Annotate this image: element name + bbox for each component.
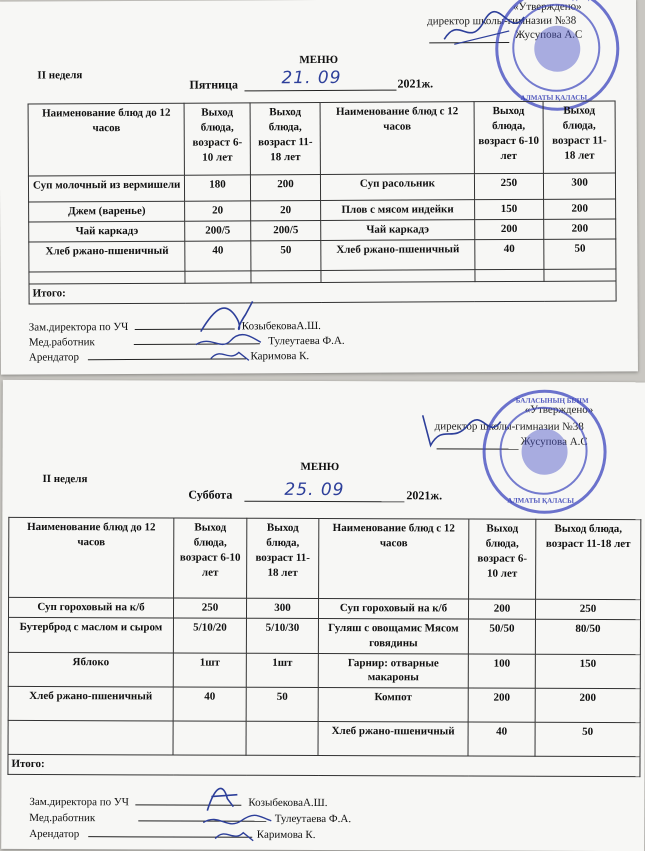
value-cell: 20 [185, 201, 250, 221]
col-header-out-11-18: Выход блюда, возраст 11-18 лет [543, 101, 615, 173]
dish-cell: Яблоко [8, 652, 173, 687]
value-cell: 200/5 [250, 220, 321, 240]
value-cell: 200 [474, 219, 544, 239]
dish-cell: Суп молочный из вермишели [28, 175, 185, 202]
dish-cell: Суп расольник [321, 174, 474, 201]
signature-row-medic [29, 812, 351, 825]
value-cell: 200/5 [185, 221, 250, 241]
value-cell: 150 [535, 654, 640, 689]
value-cell: 40 [173, 687, 246, 721]
director-signature-icon [413, 409, 503, 449]
menu-title: МЕНЮ [299, 53, 339, 67]
signature-row-deputy [29, 320, 321, 334]
signature-name: Тулеутаева Ф.А. [268, 334, 345, 348]
value-cell: 20 [250, 200, 321, 220]
signature-name: Каримова К. [256, 828, 316, 841]
approval-label: «Утверждено» [524, 403, 594, 416]
dish-cell [8, 721, 173, 756]
value-cell: 250 [535, 599, 640, 619]
signature-row-medic [29, 335, 345, 349]
signature-role: Мед.работник [28, 336, 95, 349]
menu-sheet-saturday [1, 380, 645, 851]
col-header-out-6-10: Выход блюда, возраст 6-10 лет [469, 519, 536, 599]
signature-role: Мед.работник [29, 811, 96, 825]
table-header-row [9, 517, 641, 599]
day-label: Пятница [189, 77, 238, 92]
table-header-row [28, 101, 615, 176]
approval-director: директор школы-гимназии №38 [434, 420, 584, 433]
week-label: II неделя [42, 473, 88, 486]
handwritten-signature-icon [191, 296, 271, 366]
dish-cell: Суп гороховый на к/б [8, 597, 173, 617]
value-cell: 50 [535, 722, 640, 756]
col-header-dish-from12: Наименование блюд с 12 часов [320, 102, 474, 175]
table-row [8, 721, 640, 757]
col-header-out-11-18: Выход блюда, возраст 11-18 лет [250, 102, 321, 174]
director-signature-icon [439, 9, 529, 49]
handwritten-signature-icon [197, 777, 277, 847]
value-cell: 200 [544, 199, 616, 219]
signature-name: Тулеутаева Ф.А. [274, 812, 352, 826]
table-row [8, 617, 640, 654]
col-header-dish-under12: Наименование блюд до 12 часов [9, 517, 174, 598]
col-header-dish-from12: Наименование блюд с 12 часов [319, 518, 469, 599]
value-cell: 1шт [246, 653, 318, 688]
dish-cell: Хлеб ржано-пшеничный [318, 722, 468, 757]
value-cell: 40 [474, 239, 544, 269]
value-cell: 50/50 [468, 619, 535, 654]
value-cell: 40 [185, 241, 250, 271]
value-cell: 150 [474, 199, 544, 219]
dish-cell: Гарнир: отварные макароны [318, 653, 468, 688]
menu-title: МЕНЮ [300, 460, 340, 474]
value-cell: 300 [544, 173, 616, 199]
value-cell: 40 [468, 722, 535, 756]
approval-name: Жусупова А.С [515, 28, 583, 41]
table-row [8, 652, 640, 689]
signature-role: Зам.директора по УЧ [28, 320, 129, 334]
signature-name: КозыбековаА.Ш. [248, 796, 328, 810]
menu-table-friday [28, 100, 617, 304]
total-label: Итого: [29, 281, 616, 304]
day-label: Суббота [188, 487, 233, 502]
value-cell: 50 [250, 240, 321, 270]
value-cell: 80/50 [535, 619, 640, 654]
value-cell: 200 [544, 219, 616, 239]
dish-cell: Бутерброд с маслом и сыром [8, 617, 173, 652]
dish-cell: Суп гороховый на к/б [318, 598, 468, 618]
col-header-out-11-18: Выход блюда, возраст 11-18 лет [536, 519, 641, 599]
col-header-out-6-10: Выход блюда, возраст 6-10 лет [184, 103, 250, 175]
col-header-dish-under12: Наименование блюд до 12 часов [28, 103, 185, 176]
value-cell: 200 [250, 174, 321, 200]
value-cell: 300 [246, 598, 318, 618]
dish-cell: Гуляш с овощамис Мясом говядины [318, 618, 468, 653]
table-row [28, 173, 615, 202]
value-cell: 1шт [173, 653, 246, 688]
col-header-out-11-18: Выход блюда, возраст 11-18 лет [247, 518, 319, 598]
signature-role: Арендатор [28, 351, 80, 364]
value-cell: 250 [474, 173, 544, 199]
value-cell [246, 721, 318, 755]
dish-cell: Плов с мясом индейки [321, 200, 474, 221]
value-cell [173, 721, 246, 755]
week-label: II неделя [37, 69, 83, 82]
table-total-row [29, 281, 616, 304]
signature-role: Арендатор [29, 827, 80, 841]
value-cell: 5/10/30 [246, 618, 318, 653]
value-cell: 180 [185, 175, 250, 201]
table-total-row [8, 755, 640, 777]
date-handwritten: 21. 09 [281, 67, 342, 89]
dish-cell: Чай каркадэ [321, 220, 474, 241]
year-label: 2021ж. [406, 488, 443, 503]
dish-cell: Джем (варенье) [29, 201, 185, 222]
table-row [29, 239, 616, 272]
value-cell: 200 [535, 688, 640, 722]
date-handwritten: 25. 09 [284, 479, 345, 501]
approval-director: директор школы-гимназии №38 [427, 14, 577, 28]
value-cell: 50 [544, 239, 616, 269]
value-cell: 200 [468, 688, 535, 722]
menu-table-saturday [7, 517, 641, 777]
signature-row-deputy [29, 796, 327, 809]
value-cell: 100 [468, 654, 535, 689]
menu-sheet-friday [0, 0, 638, 375]
col-header-out-6-10: Выход блюда, возраст 6-10 лет [474, 101, 544, 173]
table-row [8, 687, 640, 723]
col-header-out-6-10: Выход блюда, возраст 6-10 лет [174, 518, 247, 598]
date-line [244, 501, 404, 503]
dish-cell: Чай каркадэ [29, 221, 185, 242]
dish-cell: Хлеб ржано-пшеничный [8, 687, 173, 722]
signature-name: Каримова К. [250, 350, 310, 363]
date-line [244, 90, 396, 92]
approval-name: Жусупова А.С [520, 435, 588, 448]
value-cell: 50 [246, 687, 318, 721]
year-label: 2021ж. [397, 76, 434, 91]
value-cell: 5/10/20 [173, 618, 246, 653]
signature-role: Зам.директора по УЧ [29, 795, 129, 809]
stamp-icon: БАЛАСЫНЫҢ БІЛІМ АЛМАТЫ ҚАЛАСЫ [482, 390, 606, 514]
dish-cell: Компот [318, 688, 468, 723]
stamp-icon: АЛМАТЫ ҚАЛАСЫ [495, 0, 620, 111]
value-cell: 250 [173, 598, 246, 618]
dish-cell: Хлеб ржано-пшеничный [29, 241, 186, 272]
value-cell: 200 [468, 599, 535, 619]
approval-label: «Утверждено» [513, 0, 582, 13]
table-row [8, 597, 640, 619]
total-label: Итого: [8, 755, 640, 777]
signature-name: КозыбековаА.Ш. [241, 319, 321, 333]
dish-cell: Хлеб ржано-пшеничный [321, 240, 474, 271]
